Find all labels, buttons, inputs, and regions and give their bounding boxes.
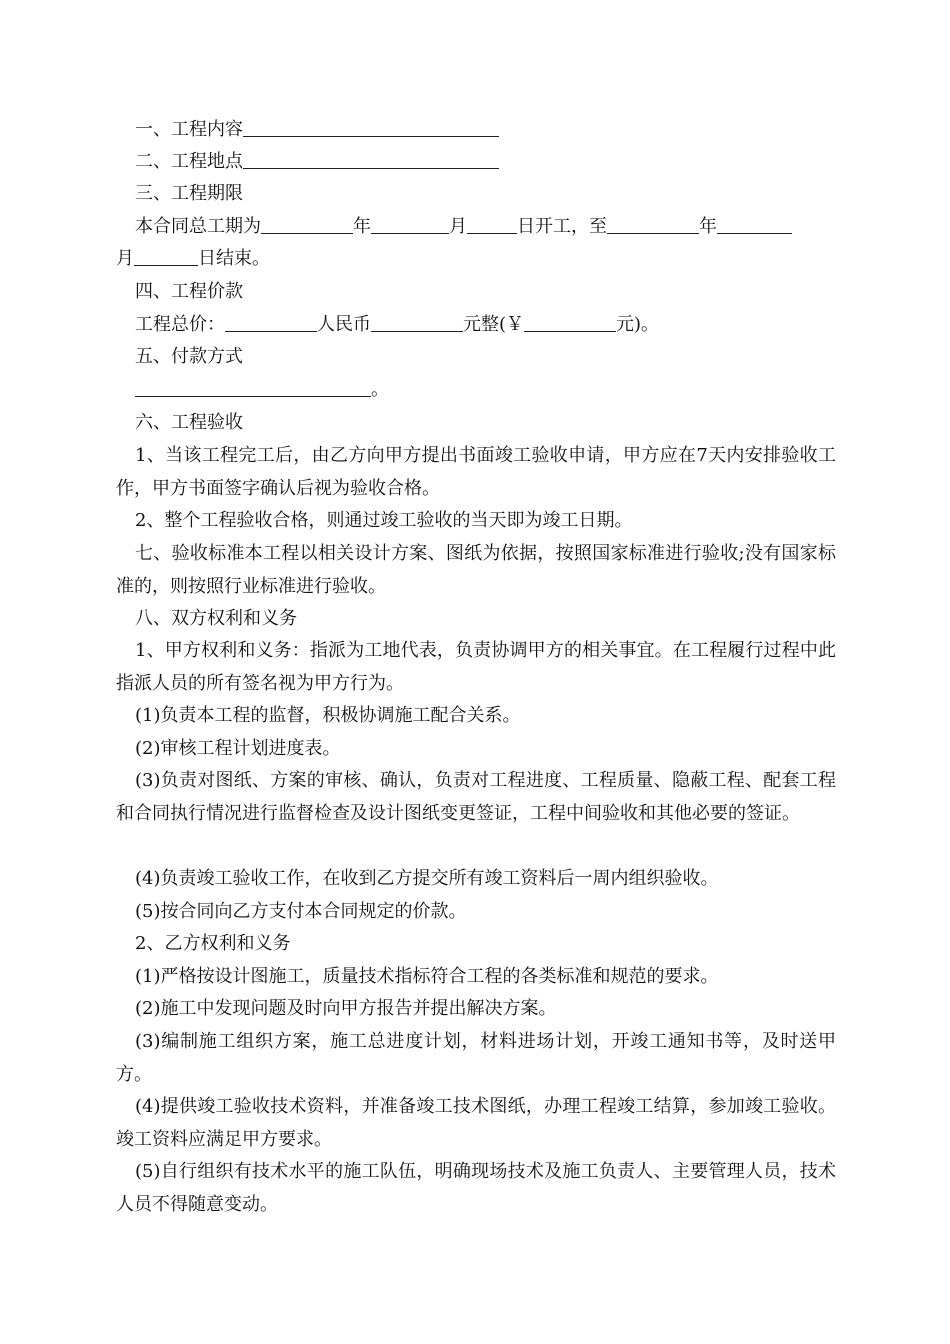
text: 年 <box>353 216 371 237</box>
party-b-item-5: (5)自行组织有技术水平的施工队伍，明确现场技术及施工负责人、主要管理人员，技术人员不得随意变动。 <box>116 1161 836 1215</box>
party-a-item-2: (2)审核工程计划进度表。 <box>135 738 341 759</box>
party-a-item-4: (4)负责竣工验收工作，在收到乙方提交所有竣工资料后一周内组织验收。 <box>135 868 719 889</box>
text: 本合同总工期为 <box>135 216 261 237</box>
party-b-item-4: (4)提供竣工验收技术资料，并准备竣工技术图纸，办理工程竣工结算，参加竣工验收。竣工资料应满足甲方要求。 <box>116 1096 836 1150</box>
text: 。 <box>371 379 389 400</box>
text: 元整(￥ <box>463 314 525 335</box>
fill-in-blank[interactable] <box>134 247 198 266</box>
heading: 四、工程价款 <box>135 281 243 302</box>
text: 月 <box>116 248 134 269</box>
fill-in-blank[interactable] <box>371 313 463 332</box>
text: 日开工，至 <box>517 216 607 237</box>
party-a-rights: 1、甲方权利和义务：指派为工地代表，负责协调甲方的相关事宜。在工程履行过程中此指派人员的所有签名视为甲方行为。 <box>116 640 836 694</box>
acceptance-clause-2: 2、整个工程验收合格，则通过竣工验收的当天即为竣工日期。 <box>135 510 633 531</box>
fill-in-blank[interactable] <box>135 378 371 397</box>
party-a-item-1: (1)负责本工程的监督，积极协调施工配合关系。 <box>135 705 521 726</box>
party-a-item-3: (3)负责对图纸、方案的审核、确认，负责对工程进度、工程质量、隐蔽工程、配套工程和合同执行情况进行监督检查及设计图纸变更签证，工程中间验收和其他必要的签证。 <box>116 770 836 824</box>
section-rights-obligations: 八、双方权利和义务 <box>135 608 297 629</box>
fill-in-blank[interactable] <box>261 215 353 234</box>
fill-in-blank[interactable] <box>243 118 499 137</box>
text: 日结束。 <box>198 248 270 269</box>
text: 元)。 <box>616 314 660 335</box>
heading: 五、付款方式 <box>135 346 243 367</box>
fill-in-blank[interactable] <box>467 215 517 234</box>
party-b-item-1: (1)严格按设计图施工，质量技术指标符合工程的各类标准和规范的要求。 <box>135 966 719 987</box>
fill-in-blank[interactable] <box>717 215 792 234</box>
fill-in-blank[interactable] <box>225 313 317 332</box>
heading: 一、工程内容 <box>135 119 243 140</box>
section-project-content <box>135 118 499 142</box>
section-acceptance-standard: 七、验收标准本工程以相关设计方案、图纸为依据，按照国家标准进行验收;没有国家标准的，则按照行业标准进行验收。 <box>116 543 836 597</box>
heading: 二、工程地点 <box>135 151 243 172</box>
party-a-item-5: (5)按合同向乙方支付本合同规定的价款。 <box>135 901 467 922</box>
party-b-item-2: (2)施工中发现问题及时向甲方报告并提出解决方案。 <box>135 998 557 1019</box>
section-payment-method <box>135 346 243 370</box>
price-line <box>135 313 659 337</box>
period-line-1 <box>135 215 792 239</box>
fill-in-blank[interactable] <box>524 313 616 332</box>
text: 工程总价： <box>135 314 225 335</box>
section-project-period <box>135 183 243 207</box>
section-project-location <box>135 150 499 174</box>
acceptance-clause-1: 1、当该工程完工后，由乙方向甲方提出书面竣工验收申请，甲方应在7天内安排验收工作，甲方书面签字确认后视为验收合格。 <box>116 445 836 499</box>
period-line-2 <box>116 247 270 271</box>
text: 年 <box>699 216 717 237</box>
party-b-item-3: (3)编制施工组织方案，施工总进度计划，材料进场计划，开竣工通知书等，及时送甲方。 <box>116 1031 836 1085</box>
payment-line <box>135 378 389 402</box>
heading: 六、工程验收 <box>135 412 243 433</box>
party-b-rights: 2、乙方权利和义务 <box>135 933 291 954</box>
fill-in-blank[interactable] <box>371 215 449 234</box>
text: 人民币 <box>317 314 371 335</box>
fill-in-blank[interactable] <box>243 150 499 169</box>
section-acceptance <box>135 412 243 436</box>
fill-in-blank[interactable] <box>607 215 699 234</box>
heading: 三、工程期限 <box>135 183 243 204</box>
section-project-price <box>135 281 243 305</box>
text: 月 <box>449 216 467 237</box>
